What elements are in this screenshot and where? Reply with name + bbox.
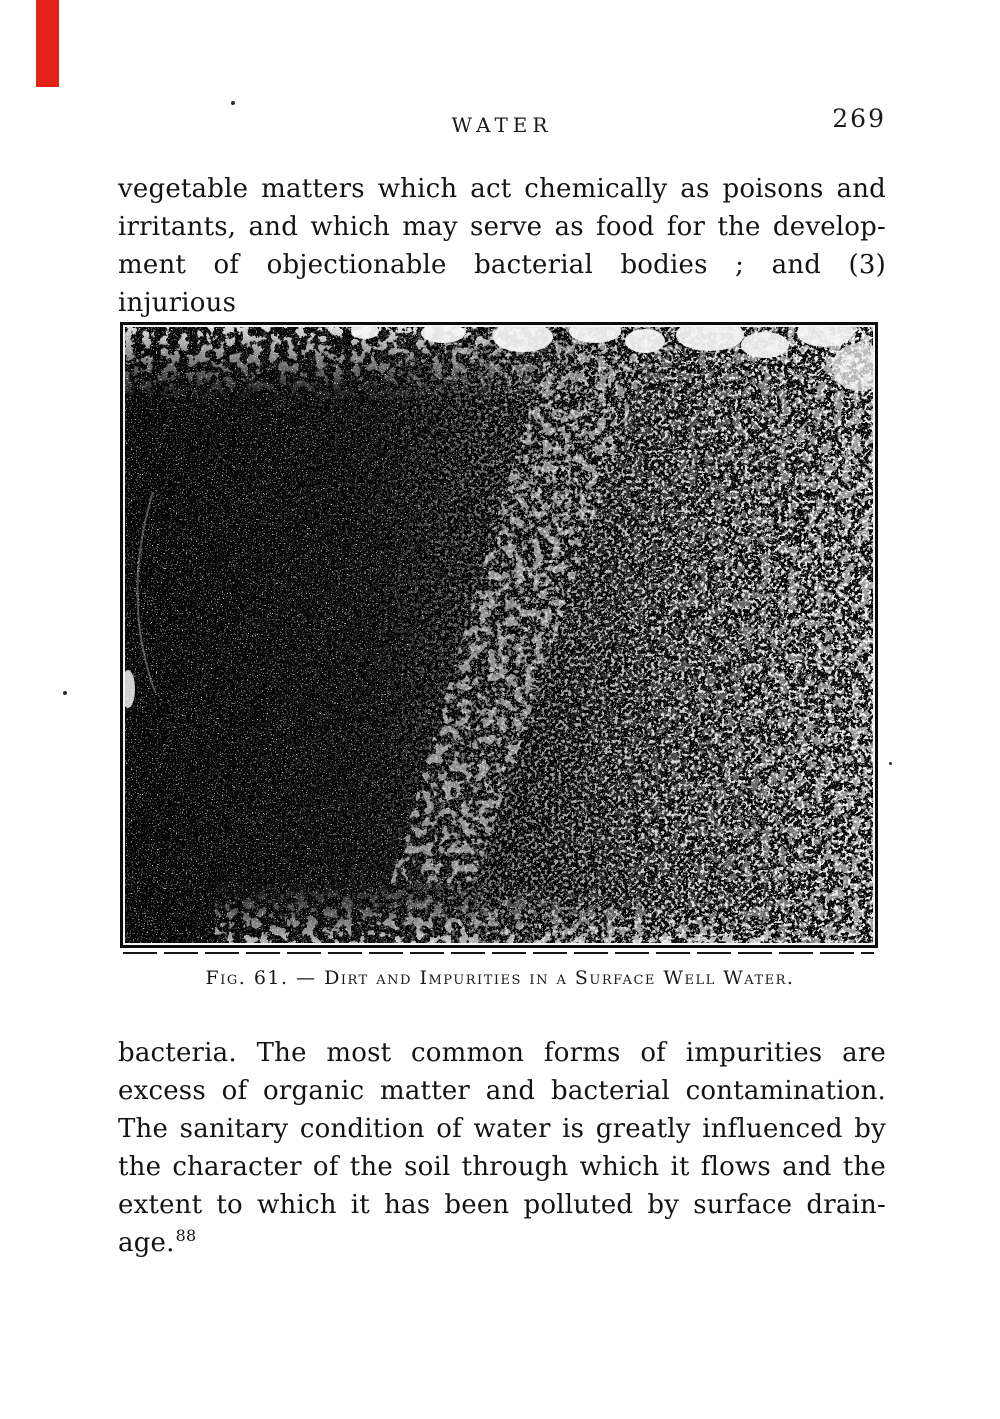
text-line: bacteria. The most common forms of impurities are [118, 1038, 886, 1068]
text-line: ment of objectionable bacterial bodies ; and (3) injurious [118, 250, 886, 318]
figure-halftone-photograph [120, 322, 878, 948]
page-number: 269 [832, 104, 886, 133]
paragraph [118, 1034, 886, 1262]
paragraph [118, 170, 886, 318]
text-line: The sanitary condition of water is greatly influenced by [118, 1114, 886, 1144]
halftone-coarse-speckle [125, 327, 873, 943]
red-scan-mark-artifact [36, 0, 59, 87]
scan-speck [889, 762, 892, 765]
text-line-fragment: age. [118, 1228, 175, 1258]
figure-caption: Fig. 61. — Dirt and Impurities in a Surface Well Water. [205, 967, 795, 989]
running-header-title: WATER [451, 113, 553, 137]
figure-bottom-rule [123, 952, 874, 954]
text-line: irritants, and which may serve as food for the develop- [118, 212, 886, 242]
text-line: excess of organic matter and bacterial contamination. [118, 1076, 886, 1106]
text-line [118, 1224, 886, 1262]
text-line: extent to which it has been polluted by surface drain- [118, 1190, 886, 1220]
scan-speck [63, 691, 67, 695]
text-line: vegetable matters which act chemically as poisons and [118, 174, 886, 204]
text-line: the character of the soil through which it flows and the [118, 1152, 886, 1182]
halftone-image [125, 327, 873, 943]
footnote-reference: 88 [175, 1226, 197, 1246]
